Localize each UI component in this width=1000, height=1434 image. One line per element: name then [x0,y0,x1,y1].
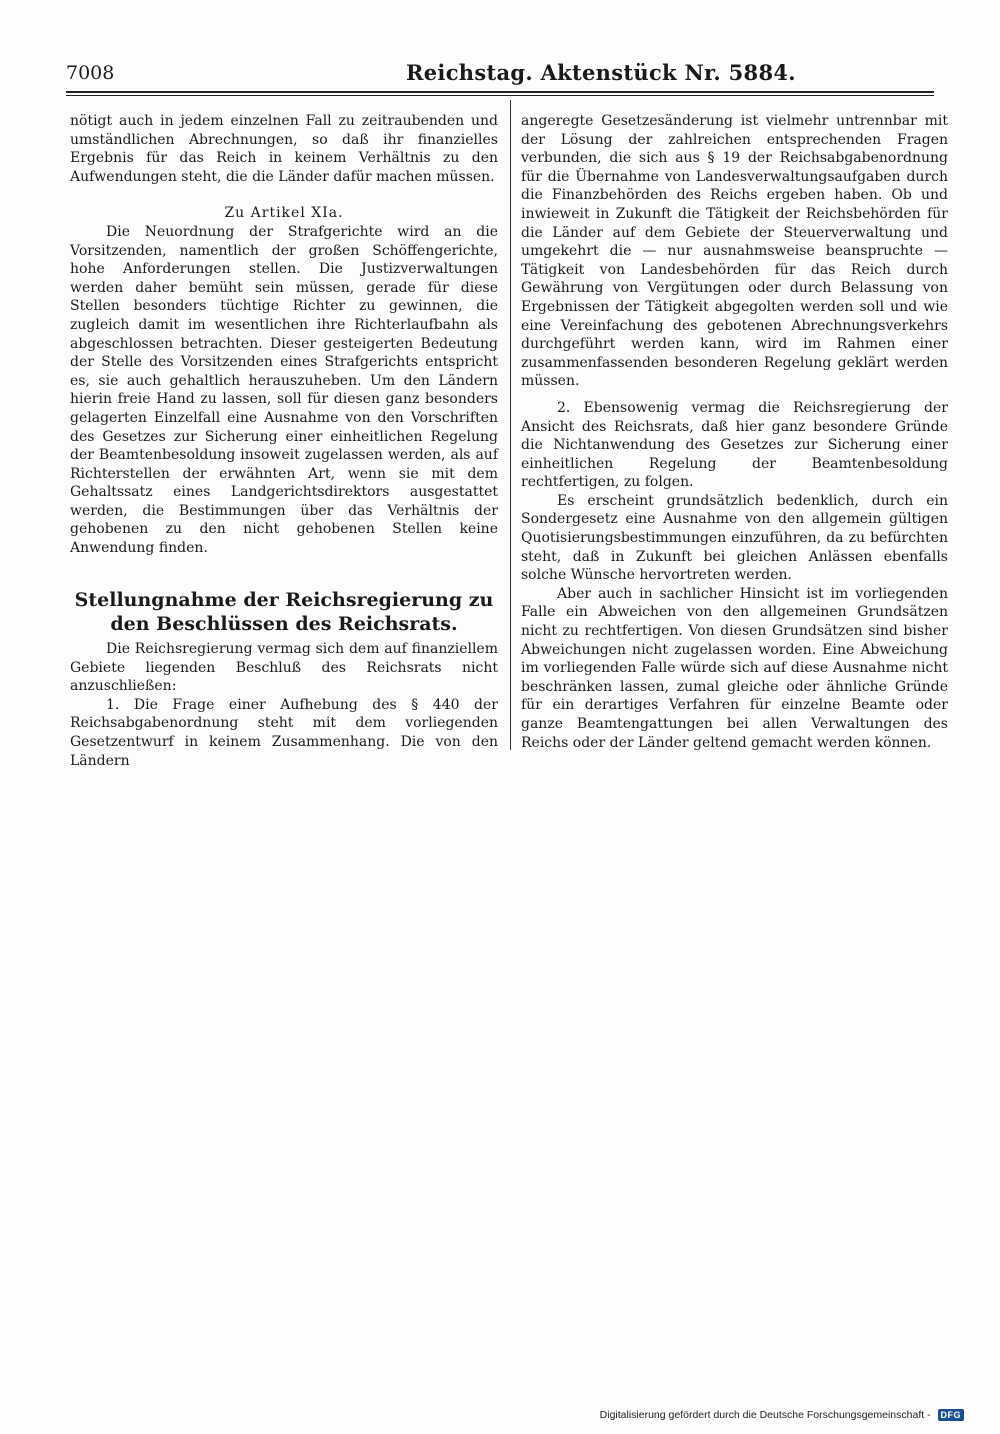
left-paragraph-3: Die Reichsregierung vermag sich dem auf finanziellem Gebiete liegenden Beschluß des Reichsrats nicht anzuschließen: [70,641,498,695]
section-heading: Stellungnahme der Reichsregierung zu den Beschlüssen des Reichsrats. [74,589,494,635]
right-paragraph-3: Es erscheint grundsätzlich bedenklich, durch ein Sondergesetz eine Ausnahme von den allgemein gültigen Quotisierungsbestimmungen einzuführen, da zu befürchten steht, daß in Zukunft bei gleichen Anlässen ebenfalls solche Wünsche hervortreten werden. [521,492,948,584]
right-column [521,112,948,752]
article-subheading: Zu Artikel XIa. [224,205,344,222]
left-column-upper [70,112,498,558]
right-paragraph-4: Aber auch in sachlicher Hinsicht ist im vorliegenden Falle ein Abweichen von den allgemeinen Grundsätzen nicht zu rechtfertigen. Von diesen Grundsätzen sind bisher Abweichungen nicht zugelassen worden. Eine Abweichung im vorliegenden Falle würde sich auf diese Ausnahme nicht beschränken lassen, zumal gleiche oder ähnliche Gründe für ein derartiges Verfahren für einzelne Beamte oder ganze Beamtengattungen bei allen Verwaltungen des Reichs oder der Länder geltend gemacht werden können. [521,585,948,751]
running-title: Reichstag. Aktenstück Nr. 5884. [406,60,796,85]
digitization-credit [600,1409,964,1421]
column-divider [510,100,511,750]
header-rule-thin [66,95,934,96]
page-number: 7008 [66,62,115,84]
right-paragraph-2: 2. Ebensowenig vermag die Reichsregierung der Ansicht des Reichsrats, daß hier ganz besondere Gründe die Nichtanwendung des Gesetzes zur Sicherung einer einheitlichen Regelung der Beamtenbesoldung rechtfertigen, zu folgen. [521,399,948,491]
right-paragraph-1: angeregte Gesetzesänderung ist vielmehr untrennbar mit der Lösung der zahlreichen entsprechenden Fragen verbunden, die sich aus § 19 der Reichsabgabenordnung für die Übernahme von Landesverwaltungsaufgaben durch die Finanzbehörden des Reichs ergeben haben. Ob und inwieweit in Zukunft die Tätigkeit der Reichsbehörden für die Länder auf dem Gebiete der Steuerverwaltung und umgekehrt die — nur ausnahmsweise beanspruchte — Tätigkeit von Landesbehörden für das Reich durch Gewährung von Vergütungen oder durch Belassung von Ergebnissen der Tätigkeit abgegolten werden soll und wie eine Vereinfachung des gebotenen Abrechnungsverkehrs durchgeführt werden kann, wird im Rahmen einer zusammenfassenden besonderen Regelung geklärt werden müssen. [521,113,948,390]
left-paragraph-4: 1. Die Frage einer Aufhebung des § 440 der Reichsabgabenordnung steht mit dem vorliegenden Gesetzentwurf in keinem Zusammenhang. Die von den Ländern [70,696,498,769]
credit-text: Digitalisierung gefördert durch die Deutsche Forschungsgemeinschaft - [599,1409,931,1422]
left-paragraph-1: nötigt auch in jedem einzelnen Fall zu zeitraubenden und umständlichen Abrechnungen, so daß ihr finanzielles Ergebnis für das Reich in keinem Verhältnis zu den Aufwendungen steht, die die Länder dafür machen müssen. [70,113,498,185]
dfg-logo-icon: DFG [938,1409,965,1421]
left-paragraph-2: Die Neuordnung der Strafgerichte wird an die Vorsitzenden, namentlich der großen Schöffengerichte, hohe Anforderungen stellen. Die Justizverwaltungen werden daher bemüht sein müssen, gerade für diese Stellen besonders tüchtige Richter zu gewinnen, die zugleich damit im wesentlichen ihre Richterlaufbahn als abgeschlossen betrachten. Dieser gesteigerten Bedeutung der Stelle des Vorsitzenden eines Strafgerichts entspricht es, sie auch gehaltlich herauszuheben. Um den Ländern hierin freie Hand zu lassen, soll für diesen ganz besonders gelagerten Einzelfall eine Ausnahme von den Vorschriften des Gesetzes zur Sicherung einer einheitlichen Regelung der Beamtenbesoldung insoweit zugelassen werden, als auf Richterstellen der erwähnten Art, wenn sie mit dem Gehaltssatz eines Landgerichtsdirektors ausgestattet werden, die Bestimmungen über das Verhältnis der gehobenen zu den nicht gehobenen Stellen keine Anwendung finden. [70,223,498,557]
left-column-lower [70,640,498,770]
header-rule [66,91,934,93]
page-header [66,58,934,90]
